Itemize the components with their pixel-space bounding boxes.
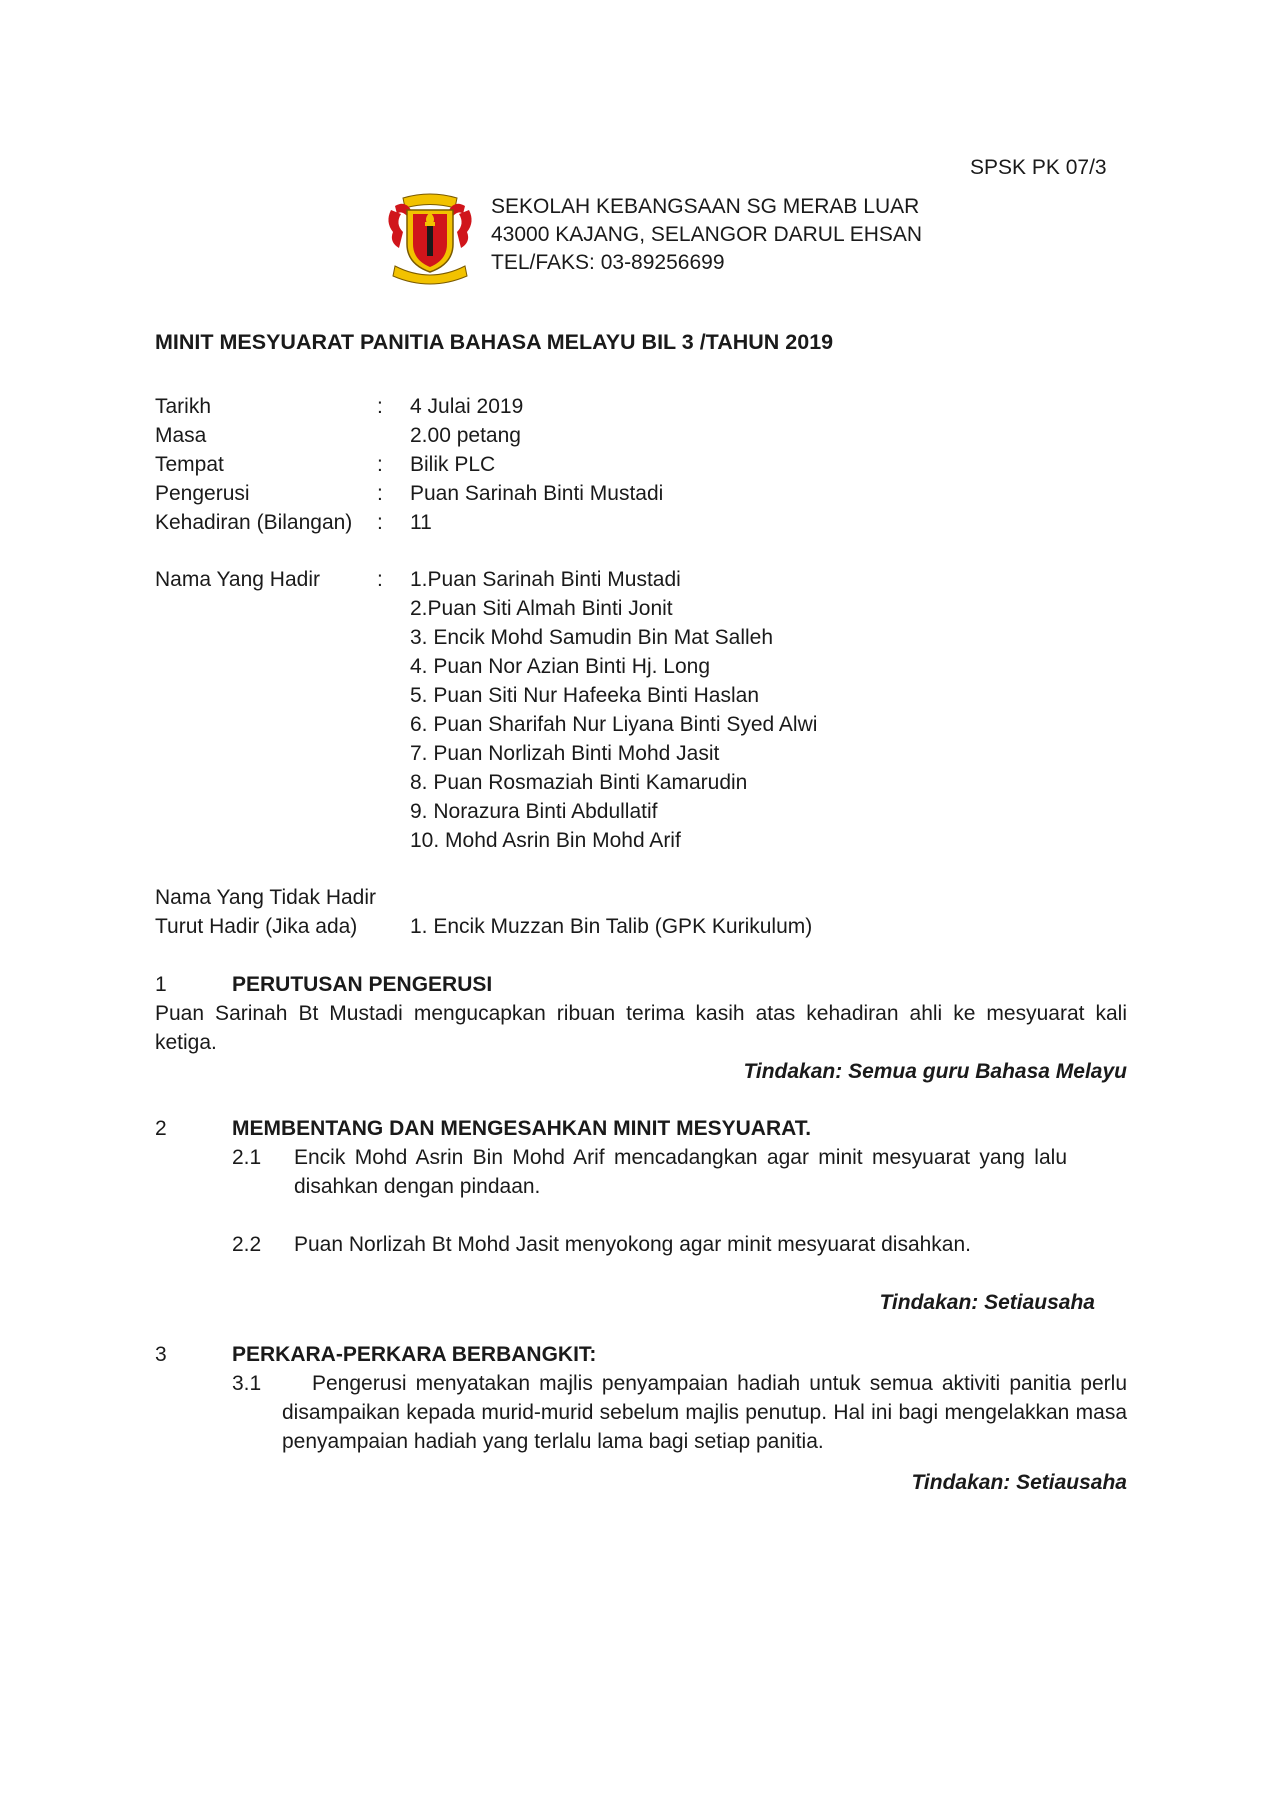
section-2: [155, 1114, 1127, 1317]
attendee-name: 1.Puan Sarinah Binti Mustadi: [410, 568, 681, 591]
section-1: [155, 970, 1127, 1086]
attendee-names: [410, 565, 817, 855]
school-crest-icon: [385, 192, 475, 288]
absent-row: [155, 883, 812, 912]
absent-label: Nama Yang Tidak Hadir: [155, 886, 377, 909]
sub-item-text: Encik Mohd Asrin Bin Mohd Arif mencadangkan agar minit mesyuarat yang lalu disahkan dengan pindaan.: [294, 1146, 1067, 1198]
info-colon: [377, 421, 410, 450]
attendee-name: 3. Encik Mohd Samudin Bin Mat Salleh: [410, 626, 774, 649]
action-line: Tindakan: Setiausaha: [911, 1471, 1127, 1494]
school-address-block: [491, 193, 922, 277]
section-3: [155, 1340, 1127, 1497]
info-label: Tarikh: [155, 395, 212, 418]
info-value: 2.00 petang: [410, 424, 521, 447]
info-row-date: [155, 392, 663, 421]
attendee-name: 7. Puan Norlizah Binti Mohd Jasit: [410, 742, 720, 765]
attendees-label: Nama Yang Hadir: [155, 568, 320, 591]
section-heading: [155, 1114, 1127, 1143]
info-label: Tempat: [155, 453, 224, 476]
document-reference: SPSK PK 07/3: [970, 156, 1107, 179]
section-title: MEMBENTANG DAN MENGESAHKAN MINIT MESYUARAT.: [232, 1117, 812, 1140]
sub-item-number: 3.1: [232, 1372, 262, 1395]
info-colon: :: [377, 482, 383, 505]
info-value: 4 Julai 2019: [410, 395, 524, 418]
attendee-name: 4. Puan Nor Azian Binti Hj. Long: [410, 655, 711, 678]
turut-hadir-value: 1. Encik Muzzan Bin Talib (GPK Kurikulum): [410, 915, 813, 938]
attendee-name: 2.Puan Siti Almah Binti Jonit: [410, 597, 673, 620]
info-colon: :: [377, 453, 383, 476]
section-text: Puan Sarinah Bt Mustadi mengucapkan ribuan terima kasih atas kehadiran ahli ke mesyuarat kali ketiga.: [155, 1002, 1127, 1054]
sub-item: [155, 1143, 1127, 1201]
section-title: PERKARA-PERKARA BERBANGKIT:: [232, 1343, 597, 1366]
school-address: 43000 KAJANG, SELANGOR DARUL EHSAN: [491, 223, 923, 246]
turut-hadir-label: Turut Hadir (Jika ada): [155, 915, 358, 938]
attendee-name: 8. Puan Rosmaziah Binti Kamarudin: [410, 771, 748, 794]
attendees-colon: :: [377, 568, 383, 591]
section-number: 1: [155, 973, 167, 996]
absent-block: [155, 883, 812, 941]
info-row-time: [155, 421, 663, 450]
section-heading: [155, 1340, 1127, 1369]
section-title: PERUTUSAN PENGERUSI: [232, 973, 493, 996]
info-value: 11: [410, 511, 432, 534]
sub-item: [155, 1369, 1127, 1456]
info-row-attendance: [155, 508, 663, 537]
action-line: Tindakan: Setiausaha: [879, 1291, 1095, 1314]
info-colon: :: [377, 395, 383, 418]
section-number: 3: [155, 1343, 167, 1366]
document-title: MINIT MESYUARAT PANITIA BAHASA MELAYU BIL 3 /TAHUN 2019: [155, 330, 834, 354]
school-name: SEKOLAH KEBANGSAAN SG MERAB LUAR: [491, 195, 920, 218]
section-heading: [155, 970, 1127, 999]
attendees-list: [155, 565, 817, 855]
attendee-name: 5. Puan Siti Nur Hafeeka Binti Haslan: [410, 684, 760, 707]
attendee-name: 9. Norazura Binti Abdullatif: [410, 800, 658, 823]
attendee-name: 6. Puan Sharifah Nur Liyana Binti Syed Alwi: [410, 713, 818, 736]
sub-item-text: Puan Norlizah Bt Mohd Jasit menyokong agar minit mesyuarat disahkan.: [294, 1233, 972, 1256]
info-colon: :: [377, 511, 383, 534]
sub-item-number: 2.1: [232, 1146, 262, 1169]
sub-item-text: Pengerusi menyatakan majlis penyampaian hadiah untuk semua aktiviti panitia perlu disampaikan kepada murid-murid sebelum majlis penutup. Hal ini bagi mengelakkan masa penyampaian hadiah yang terlalu lama bagi setiap panitia.: [282, 1372, 1127, 1453]
info-row-place: [155, 450, 663, 479]
info-label: Masa: [155, 424, 207, 447]
info-label: Kehadiran (Bilangan): [155, 511, 353, 534]
section-number: 2: [155, 1117, 167, 1140]
meeting-info: [155, 392, 663, 537]
action-line: Tindakan: Semua guru Bahasa Melayu: [743, 1060, 1127, 1083]
turut-hadir-row: [155, 912, 812, 941]
sub-item-number: 2.2: [232, 1233, 262, 1256]
school-phone: TEL/FAKS: 03-89256699: [491, 251, 725, 274]
attendee-name: 10. Mohd Asrin Bin Mohd Arif: [410, 829, 681, 852]
info-value: Bilik PLC: [410, 453, 496, 476]
sub-item: [155, 1230, 1127, 1259]
info-value: Puan Sarinah Binti Mustadi: [410, 482, 664, 505]
info-label: Pengerusi: [155, 482, 250, 505]
info-row-chair: [155, 479, 663, 508]
